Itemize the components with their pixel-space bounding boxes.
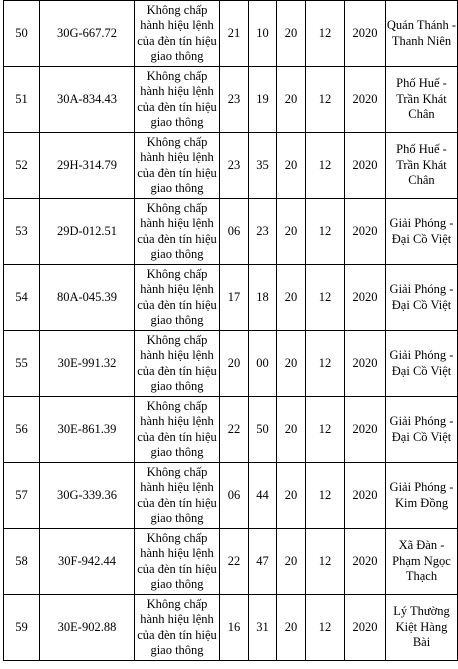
day-cell: 20 [277,133,306,199]
table-row [4,595,458,661]
location-cell [386,133,458,199]
row-number-cell: 51 [4,67,40,133]
license-plate-cell: 30E-902.88 [40,595,135,661]
violation-line: hành hiệu lệnh [140,282,214,296]
row-number-cell: 56 [4,397,40,463]
violation-line: Không chấp [146,596,208,611]
violations-table [3,0,458,661]
violation-line: Không chấp [146,464,208,479]
month-cell: 12 [306,265,345,331]
location-line: Trần Khát [396,91,447,106]
table-row [4,331,458,397]
violation-cell [135,529,220,595]
violation-line: hành hiệu lệnh [140,18,214,32]
minute-cell: 31 [249,595,277,661]
month-cell: 12 [306,199,345,265]
day-cell: 20 [277,397,306,463]
minute-cell: 10 [249,1,277,67]
minute-cell: 35 [249,133,277,199]
location-line: Chân [408,107,435,122]
violation-cell [135,67,220,133]
violation-line: hành hiệu lệnh [140,348,214,362]
violation-cell [135,133,220,199]
location-cell [386,1,458,67]
location-cell [386,331,458,397]
violation-line: giao thông [150,49,204,63]
day-cell: 20 [277,331,306,397]
violation-line: hành hiệu lệnh [140,414,214,428]
violation-line: của đèn tín hiệu [137,99,217,114]
license-plate-cell: 30F-942.44 [40,529,135,595]
violation-line: của đèn tín hiệu [137,165,217,180]
violation-line: Không chấp [146,332,208,347]
violation-cell [135,397,220,463]
location-line: Phạm Ngọc [392,553,451,568]
location-line: Đại Cồ Việt [391,363,452,378]
year-cell: 2020 [345,331,386,397]
violation-line: Không chấp [146,2,208,17]
violation-line: của đèn tín hiệu [137,561,217,576]
location-line: Quán Thánh - [386,18,457,32]
row-number-cell: 50 [4,1,40,67]
table-row [4,67,458,133]
location-cell [386,463,458,529]
license-plate-cell: 80A-045.39 [40,265,135,331]
license-plate-cell: 29H-314.79 [40,133,135,199]
violation-line: hành hiệu lệnh [140,546,214,560]
license-plate-cell: 30A-834.43 [40,67,135,133]
violation-line: hành hiệu lệnh [140,216,214,230]
violation-cell [135,595,220,661]
location-line: Kiệt Hàng [395,619,448,634]
violation-line: hành hiệu lệnh [140,150,214,164]
year-cell: 2020 [345,67,386,133]
hour-cell: 22 [220,397,249,463]
location-line: Giải Phóng - [389,282,454,296]
location-line: Xã Đàn - [398,538,445,553]
location-cell [386,529,458,595]
month-cell: 12 [306,529,345,595]
violation-line: giao thông [150,511,204,525]
violation-line: của đèn tín hiệu [137,297,217,312]
violation-line: giao thông [150,181,204,195]
violation-line: Không chấp [146,398,208,413]
location-cell [386,397,458,463]
row-number-cell: 53 [4,199,40,265]
location-line: Thạch [405,569,438,584]
license-plate-cell: 30E-861.39 [40,397,135,463]
day-cell: 20 [277,529,306,595]
year-cell: 2020 [345,595,386,661]
violation-line: của đèn tín hiệu [137,627,217,642]
minute-cell: 19 [249,67,277,133]
table-row [4,133,458,199]
row-number-cell: 55 [4,331,40,397]
violation-line: Không chấp [146,530,208,545]
day-cell: 20 [277,265,306,331]
row-number-cell: 54 [4,265,40,331]
license-plate-cell: 30G-667.72 [40,1,135,67]
violation-line: hành hiệu lệnh [140,612,214,626]
license-plate-cell: 30G-339.36 [40,463,135,529]
location-line: Thanh Niên [391,33,452,48]
hour-cell: 21 [220,1,249,67]
violation-cell [135,199,220,265]
violation-line: giao thông [150,247,204,261]
location-line: Đại Cồ Việt [391,429,452,444]
month-cell: 12 [306,331,345,397]
minute-cell: 44 [249,463,277,529]
location-line: Giải Phóng - [389,348,454,362]
violation-line: giao thông [150,379,204,393]
table-row [4,1,458,67]
violation-line: của đèn tín hiệu [137,231,217,246]
hour-cell: 16 [220,595,249,661]
month-cell: 12 [306,1,345,67]
violation-line: giao thông [150,577,204,591]
location-line: Phố Huế - [396,76,447,91]
year-cell: 2020 [345,199,386,265]
row-number-cell: 58 [4,529,40,595]
violation-line: hành hiệu lệnh [140,84,214,98]
row-number-cell: 59 [4,595,40,661]
hour-cell: 23 [220,133,249,199]
day-cell: 20 [277,595,306,661]
location-line: Giải Phóng - [389,216,454,230]
table-row [4,199,458,265]
violation-cell [135,265,220,331]
row-number-cell: 52 [4,133,40,199]
violation-line: giao thông [150,643,204,657]
location-line: Trần Khát [396,157,447,172]
violation-line: của đèn tín hiệu [137,33,217,48]
location-cell [386,595,458,661]
violation-line: giao thông [150,445,204,459]
table-row [4,529,458,595]
year-cell: 2020 [345,463,386,529]
location-line: Chân [408,173,435,188]
violation-cell [135,331,220,397]
violation-cell [135,463,220,529]
year-cell: 2020 [345,1,386,67]
location-line: Giải Phóng - [389,480,454,494]
violations-table-body [4,1,458,661]
location-line: Kim Đồng [394,495,449,510]
location-line: Đại Cồ Việt [391,297,452,312]
hour-cell: 22 [220,529,249,595]
violation-line: Không chấp [146,200,208,215]
violation-line: của đèn tín hiệu [137,363,217,378]
day-cell: 20 [277,67,306,133]
hour-cell: 23 [220,67,249,133]
license-plate-cell: 29D-012.51 [40,199,135,265]
violation-line: giao thông [150,115,204,129]
minute-cell: 23 [249,199,277,265]
hour-cell: 06 [220,199,249,265]
year-cell: 2020 [345,397,386,463]
table-row [4,463,458,529]
month-cell: 12 [306,595,345,661]
license-plate-cell: 30E-991.32 [40,331,135,397]
violation-line: hành hiệu lệnh [140,480,214,494]
location-line: Bài [412,635,431,650]
violation-line: Không chấp [146,68,208,83]
location-cell [386,265,458,331]
violation-line: Không chấp [146,266,208,281]
violation-line: giao thông [150,313,204,327]
location-cell [386,199,458,265]
hour-cell: 17 [220,265,249,331]
minute-cell: 47 [249,529,277,595]
year-cell: 2020 [345,265,386,331]
month-cell: 12 [306,133,345,199]
minute-cell: 18 [249,265,277,331]
month-cell: 12 [306,67,345,133]
hour-cell: 06 [220,463,249,529]
location-line: Lý Thường [393,604,450,619]
violation-line: của đèn tín hiệu [137,429,217,444]
violation-line: Không chấp [146,134,208,149]
minute-cell: 00 [249,331,277,397]
year-cell: 2020 [345,529,386,595]
day-cell: 20 [277,1,306,67]
day-cell: 20 [277,463,306,529]
violation-line: của đèn tín hiệu [137,495,217,510]
year-cell: 2020 [345,133,386,199]
day-cell: 20 [277,199,306,265]
violation-cell [135,1,220,67]
table-row [4,265,458,331]
month-cell: 12 [306,463,345,529]
location-line: Phố Huế - [396,142,447,157]
hour-cell: 20 [220,331,249,397]
month-cell: 12 [306,397,345,463]
location-line: Đại Cồ Việt [391,231,452,246]
minute-cell: 50 [249,397,277,463]
location-line: Giải Phóng - [389,414,454,428]
table-row [4,397,458,463]
row-number-cell: 57 [4,463,40,529]
location-cell [386,67,458,133]
